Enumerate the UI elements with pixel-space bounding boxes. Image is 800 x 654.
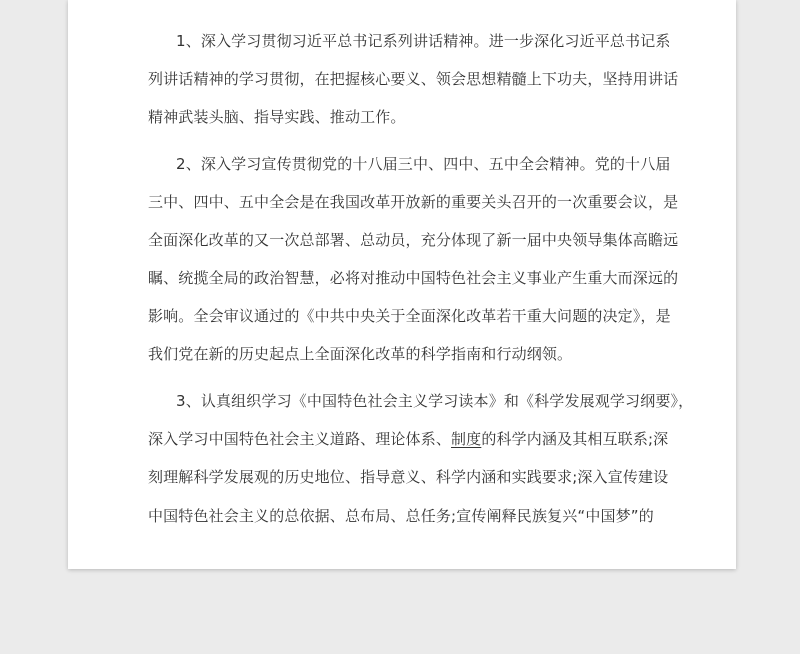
paragraph-2-line-4: 瞩、统揽全局的政治智慧，必将对推动中国特色社会主义事业产生重大而深远的 [148,269,679,287]
paragraph-3-line-3: 刻理解科学发展观的历史地位、指导意义、科学内涵和实践要求;深入宣传建设 [148,468,669,486]
paragraph-2-line-5: 影响。全会审议通过的《中共中央关于全面深化改革若干重大问题的决定》，是 [148,307,671,325]
paragraph-1-line-2: 列讲话精神的学习贯彻，在把握核心要义、领会思想精髓上下功夫，坚持用讲话 [148,70,679,88]
paragraph-3-line-1: 3、认真组织学习《中国特色社会主义学习读本》和《科学发展观学习纲要》， [176,392,694,410]
underlined-word-zhidu: 制度 [451,430,482,448]
document-page [68,0,736,569]
paragraph-2-line-6: 我们党在新的历史起点上全面深化改革的科学指南和行动纲领。 [148,345,573,363]
paragraph-2-line-3: 全面深化改革的又一次总部署、总动员，充分体现了新一届中央领导集体高瞻远 [148,231,679,249]
paragraph-2-line-1: 2、深入学习宣传贯彻党的十八届三中、四中、五中全会精神。党的十八届 [176,155,671,173]
paragraph-3-line-2-after: 的科学内涵及其相互联系;深 [481,430,669,448]
paragraph-2-line-2: 三中、四中、五中全会是在我国改革开放新的重要关头召开的一次重要会议，是 [148,193,679,211]
paragraph-1-line-1: 1、深入学习贯彻习近平总书记系列讲话精神。进一步深化习近平总书记系 [176,32,671,50]
paragraph-3-line-2-before: 深入学习中国特色社会主义道路、理论体系、 [148,430,452,448]
paragraph-3-line-2 [148,429,668,449]
paragraph-1-line-3: 精神武装头脑、指导实践、推动工作。 [148,108,406,126]
paragraph-3-line-4: 中国特色社会主义的总依据、总布局、总任务;宣传阐释民族复兴“中国梦”的 [148,507,654,525]
